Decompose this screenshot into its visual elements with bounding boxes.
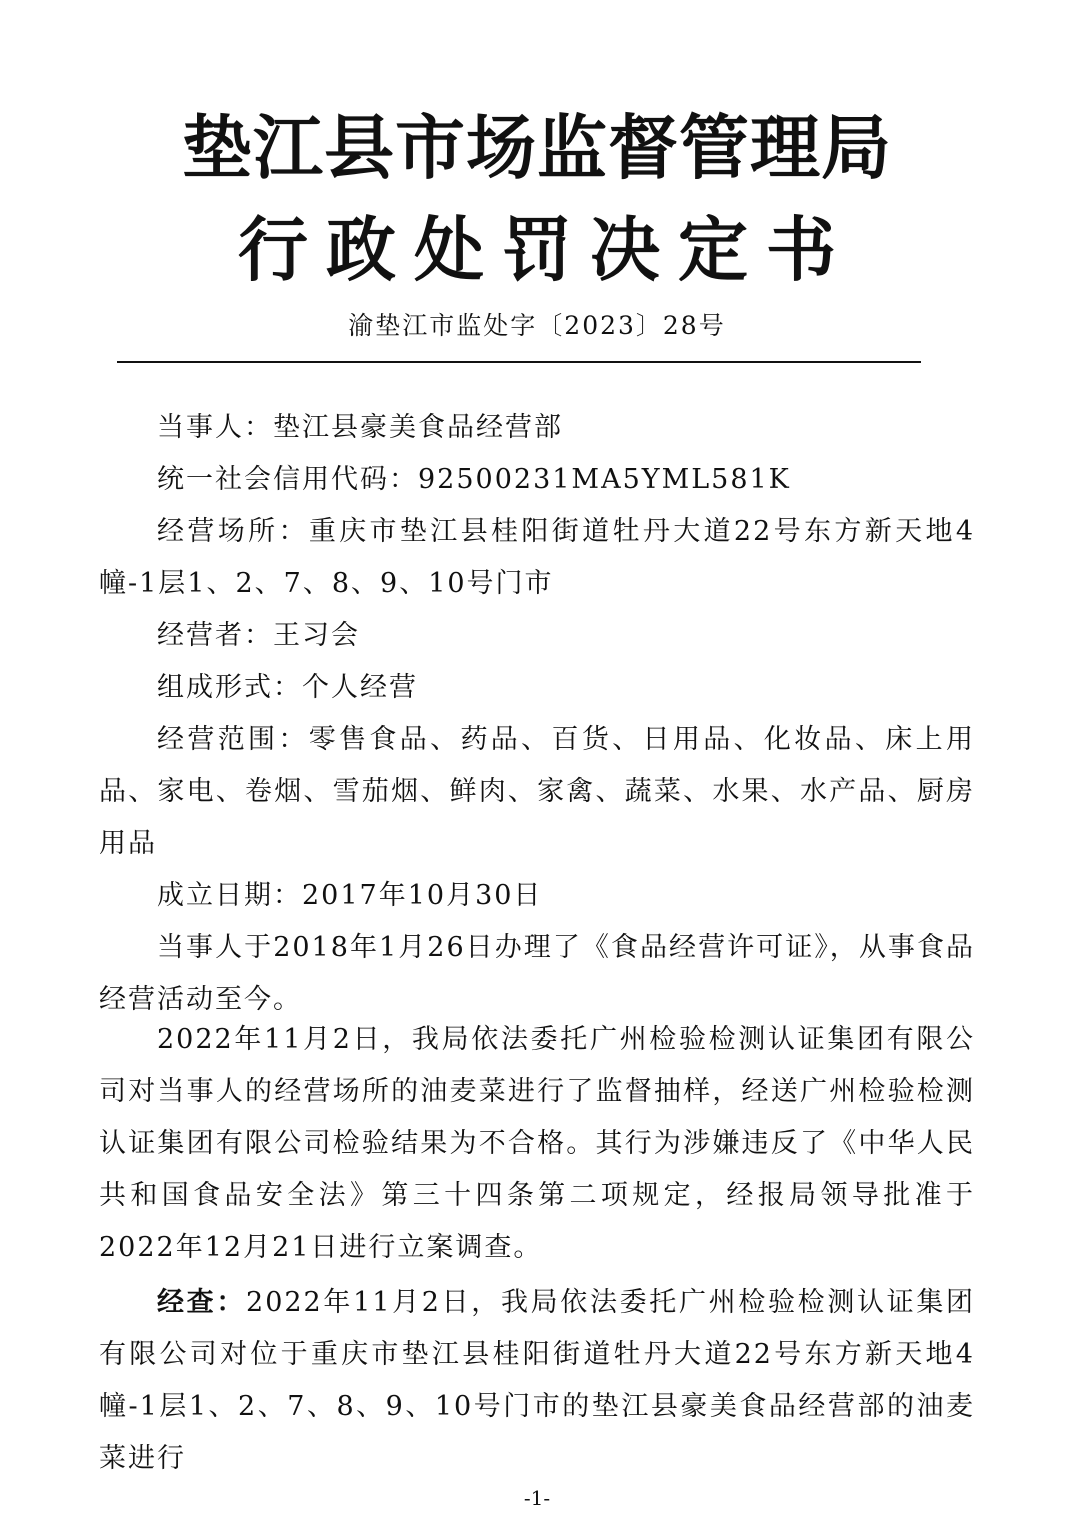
operator-value: 王习会 — [273, 620, 360, 651]
party-name-line — [99, 402, 975, 454]
page-number: -1- — [523, 1486, 551, 1510]
business-scope-value: 零售食品、药品、百货、日用品、化妆品、床上用品、家电、卷烟、雪茄烟、鲜肉、家禽、蔬菜、水果、水产品、厨房用品 — [99, 724, 976, 859]
organization-form-label: 组成形式： — [157, 672, 302, 703]
document-number: 渝垫江市监处字〔2023〕28号 — [348, 311, 726, 340]
document-body — [99, 402, 975, 1026]
premises-value: 重庆市垫江县桂阳街道牡丹大道22号东方新天地4幢-1层1、2、7、8、9、10号门市 — [99, 516, 975, 599]
established-date-line — [99, 870, 975, 922]
operator-label: 经营者： — [157, 620, 273, 651]
credit-code-line — [99, 454, 975, 506]
investigation-text: 2022年11月2日，我局依法委托广州检验检测认证集团有限公司对位于重庆市垫江县桂阳街道牡丹大道22号东方新天地4幢-1层1、2、7、8、9、10号门市的垫江县豪美食品经营部的油麦菜进行 — [99, 1287, 976, 1474]
header-divider — [117, 361, 921, 363]
credit-code-label: 统一社会信用代码： — [157, 464, 418, 495]
investigation-section — [99, 1277, 975, 1485]
issuing-authority-title: 垫江县市场监督管理局 — [182, 107, 892, 189]
organization-form-line — [99, 662, 975, 714]
premises-label: 经营场所： — [157, 516, 309, 547]
party-name-value: 垫江县豪美食品经营部 — [273, 412, 563, 443]
established-date-value: 2017年10月30日 — [302, 880, 543, 911]
investigation-paragraph — [99, 1277, 975, 1485]
investigation-label: 经查： — [157, 1287, 247, 1318]
license-paragraph: 当事人于2018年1月26日办理了《食品经营许可证》，从事食品经营活动至今。 — [99, 932, 975, 1015]
established-date-label: 成立日期： — [157, 880, 302, 911]
organization-form-value: 个人经营 — [302, 672, 418, 703]
premises-line — [99, 506, 975, 610]
case-section — [99, 1014, 975, 1274]
business-scope-label: 经营范围： — [157, 724, 309, 755]
credit-code-value: 92500231MA5YML581K — [418, 464, 791, 495]
party-name-label: 当事人： — [157, 412, 273, 443]
document-type-title: 行政处罚决定书 — [238, 208, 854, 291]
operator-line — [99, 610, 975, 662]
case-filing-paragraph: 2022年11月2日，我局依法委托广州检验检测认证集团有限公司对当事人的经营场所的油麦菜进行了监督抽样，经送广州检验检测认证集团有限公司检验结果为不合格。其行为涉嫌违反了《中华人民共和国食品安全法》第三十四条第二项规定，经报局领导批准于2022年12月21日进行立案调查。 — [99, 1024, 975, 1263]
business-scope-line — [99, 714, 975, 870]
